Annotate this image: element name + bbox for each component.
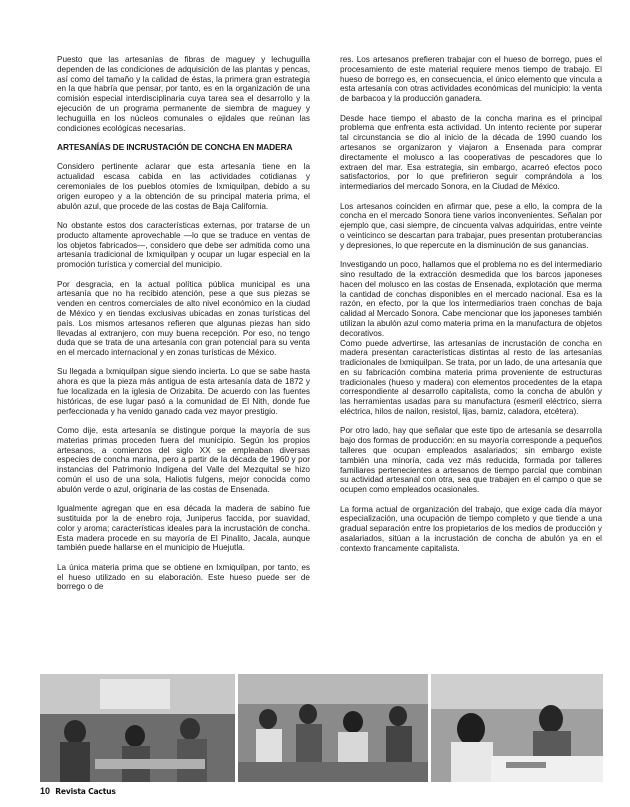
photo-strip <box>40 674 603 782</box>
paragraph: Investigando un poco, hallamos que el problema no es del intermediario sino resultado de la extracción desmedida que los barcos japoneses hacen del molusco en las costas de Ensenada, explotación que merma la cantidad de conchas disponibles en el mercado nacional. Esa es la razón, en efecto, por la que los intermediarios traen conchas de baja calidad al Mercado Sonora. Cabe mencionar que los japoneses también utilizan la abulón azul como materia prima en la manufactura de objetos decorativos. <box>340 260 602 338</box>
paragraph: res. Los artesanos prefieren trabajar con el hueso de borrego, pues el procesamiento de este material requiere menos tiempo de trabajo. El hueso de borrego es, en consecuencia, el único elemento que vincula a esta artesanía con otras actividades económicas del municipio: la venta de barbacoa y la producción ganadera. <box>340 55 602 104</box>
paragraph: Considero pertinente aclarar que esta artesanía tiene en la actualidad escasa cabida en las actividades cotidianas y ceremoniales de los pueblos otomíes de Ixmiquilpan, debido a su origen europeo y a la obtención de su principal materia prima, el abulón azul, que procede de las costas de Baja California. <box>57 162 310 211</box>
paragraph: Los artesanos coinciden en afirmar que, pese a ello, la compra de la concha en el mercado Sonora tiene varios inconvenientes. Señalan por ejemplo que, casi siempre, de cincuenta valvas adquiridas, entre veinte o veinticinco se descartan para trabajar, pues presentan protuberancias y depresiones, lo que repercute en la disminución de sus ganancias. <box>340 201 602 250</box>
section-heading: ARTESANÍAS DE INCRUSTACIÓN DE CONCHA EN MADERA <box>57 141 293 152</box>
workshop-photo-center <box>238 674 428 782</box>
paragraph: Igualmente agregan que en esa década la madera de sabino fue sustituida por la de enebro roja, Juniperus faccida, por suavidad, color y aroma; características ideales para la incrustación de concha. Esta madera procede en su mayoría de El Pinalito, Jacala, aunque también puede hallarse en el municipio de Huejutla. <box>57 504 310 553</box>
paragraph: La única materia prima que se obtiene en Ixmiquilpan, por tanto, es el hueso utilizado en su elaboración. Este hueso puede ser de borrego o de <box>57 562 310 592</box>
workshop-photo-right <box>431 674 603 782</box>
paragraph: Como puede advertirse, las artesanías de incrustación de concha en madera presentan características distintas al resto de las artesanías tradicionales de Ixmiquilpan. Se trata, por un lado, de una artesanía que en su fabricación combina materia prima proveniente de estructuras tradicionales (hueso y madera) con elementos procedentes de la etapa correspondiente al desarrollo capitalista, como la concha de abulón y las herramientas usadas para su manufactura (esmeril eléctrico, sierra eléctrica, hilos de nailon, resistol, lijas, barniz, caladora, etcétera). <box>340 338 602 417</box>
workshop-photo-left <box>40 674 235 782</box>
paragraph: No obstante estos dos características externas, por tratarse de un producto altamente aprovechable —lo que se traduce en ventas de los objetos fabricados—, considero que debe ser admitida como una artesanía tradicional de Ixmiquilpan y ocupar un lugar especial en la promoción turística y comercial del municipio. <box>57 220 310 270</box>
magazine-name: Revista Cactus <box>55 787 116 796</box>
page-footer <box>40 786 116 796</box>
left-column <box>57 55 310 592</box>
paragraph: Su llegada a Ixmiquilpan sigue siendo incierta. Lo que se sabe hasta ahora es que la pieza más antigua de esta artesanía data de 1872 y fue localizada en la iglesia de Orizabita. De acuerdo con las fuentes históricas, de ese lugar pasó a la comunidad de El Nith, donde fue perfeccionada y ha venido ganado cada vez mayor prestigio. <box>57 367 310 416</box>
paragraph: Desde hace tiempo el abasto de la concha marina es el principal problema que enfrenta esta actividad. Un intento reciente por superar tal circunstancia se dio al inicio de la década de 1990 cuando los artesanos se organizaron y viajaron a Ensenada para comprar directamente el molusco a las cooperativas de pescadores que lo extraen del mar. Esa estrategia, sin embargo, acarreó efectos poco satisfactorios, por lo que prefirieron seguir comprándola a los intermediarios del mercado Sonora, en la Ciudad de México. <box>340 113 602 192</box>
page-number: 10 <box>40 786 51 796</box>
paragraph: La forma actual de organización del trabajo, que exige cada día mayor especialización, una ocupación de tiempo completo y que tiende a una gradual separación entre los propietarios de los medios de producción y asalariados, sitúan a la incrustación de concha de abulón ya en el contexto francamente capitalista. <box>340 504 602 553</box>
paragraph: Como dije, esta artesanía se distingue porque la mayoría de sus materias primas proceden fuera del municipio. Según los propios artesanos, a comienzos del siglo XX se empleaban diversas especies de concha marina, pero a partir de la década de 1960 y por instancias del Patrimonio Indígena del Valle del Mezquital se hizo común el uso de una sola, Haliotis fulgens, mejor conocida como abulón verde o azul, originaria de las costas de Ensenada. <box>57 426 310 494</box>
paragraph: Puesto que las artesanías de fibras de maguey y lechuguilla dependen de las condiciones de adquisición de las plantas y pencas, así como del tamaño y la calidad de éstas, la primera gran estrategia en la que habría que pensar, por tanto, es en la organización de una comisión especial interdisciplinaria cuya tarea sea el desarrollo y la ejecución de un programa permanente de siembra de maguey y lechuguilla en los núcleos comunales o ejidales que reúnan las condiciones ecológicas necesarias. <box>57 55 310 133</box>
paragraph: Por desgracia, en la actual política pública municipal es una artesanía que no ha recibido atención, pese a que sus piezas se venden en centros comerciales de alto nivel económico en la ciudad de México y en tiendas exclusivas ubicadas en zonas turísticas del país. Los mismos artesanos refieren que algunas piezas han sido llevadas al extranjero, con muy buena recepción. Por eso, no tengo duda que se trata de una artesanía con gran potencial para su venta en el mercado internacional y en zonas turísticas de México. <box>57 279 310 358</box>
right-column <box>340 55 602 563</box>
paragraph: Por otro lado, hay que señalar que este tipo de artesanía se desarrolla bajo dos formas de producción: en su mayoría corresponde a pequeños talleres que ocupan empleados asalariados; sin embargo existe también una minoría, cada vez más reducida, formada por talleres familiares pertenecientes a artesanos de tiempo parcial que combinan su actividad artesanal con otra, sea que trabajen en el campo o que se ocupen como empleados ocasionales. <box>340 426 602 495</box>
